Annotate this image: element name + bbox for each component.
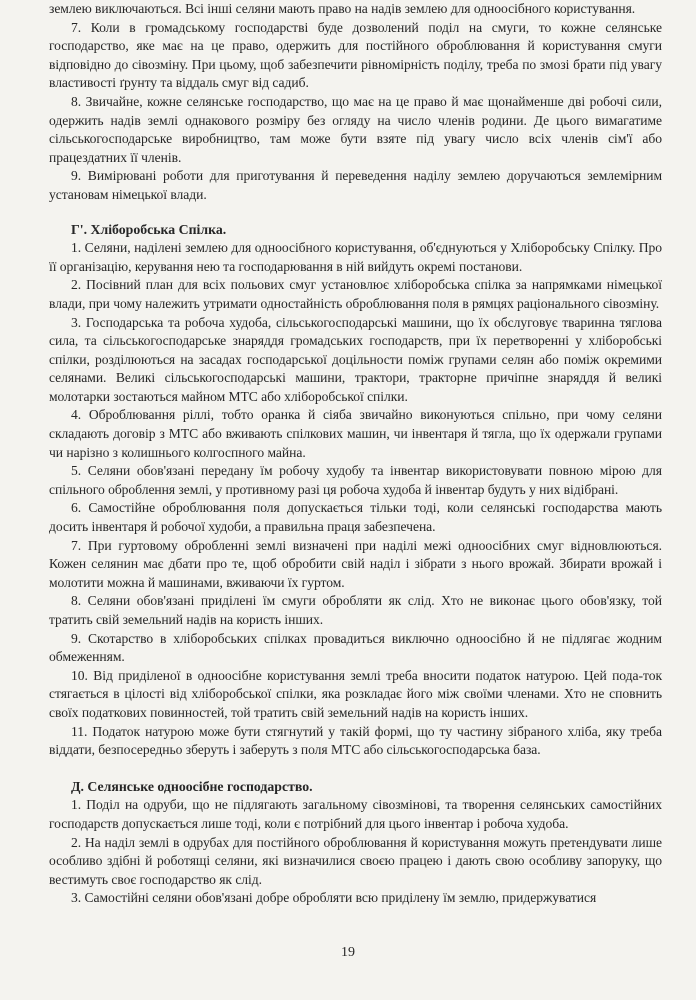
page-number: 19 [341, 945, 355, 960]
section-heading-g: Г'. Хліборобська Спілка. [71, 221, 227, 237]
paragraph: 9. Вимірювані роботи для приготування й переведення наділу землею доручаються землемірним установам німецької влади. [49, 168, 662, 202]
paragraph: 1. Поділ на одруби, що не підлягають загальному сівозмінові, та творення селянських самостійних господарств допускається лише тоді, коли є потрібний для цього інвентар і робоча худоба. [49, 797, 662, 831]
paragraph: 3. Господарська та робоча худоба, сільськогосподарські машини, що їх обслуговує тваринна тяглова сила, та сільськогосподарське знаряддя громадських господарств, при їх перетворенні у хліборобські спілки, розділюються на засадах господарської доцільности поміж групами селян або поміж окремими селянами. Великі сільськогосподарські машини, трактори, тракторне причіпне знаряддя й великі молотарки зостаються майном МТС або хліборобської спілки. [49, 314, 662, 404]
paragraph: 11. Податок натурою може бути стягнутий у такій формі, що ту частину зібраного хліба, яку треба віддати, безпосередньо зберуть і заберуть з поля МТС або сільськогосподарська база. [49, 723, 662, 758]
paragraph: 3. Самостійні селяни обов'язані добре обробляти всю приділену їм землю, придержуватися [71, 890, 597, 906]
page-content [49, 0, 662, 908]
paragraph: 6. Самостійне оброблювання поля допускається тільки тоді, коли селянські господарства мають досить інвентаря й робочої худоби, а правильна праця забезпечена. [49, 500, 662, 535]
paragraph: 8. Звичайне, кожне селянське господарство, що має на це право й має щонайменше дві робочі сили, одержить надів землі однакового розміру без огляду на число членів родини. Де цього вимагатиме сільськогосподарське виробництво, там може бути взяте під увагу число всіх членів сім'ї або працездатних її членів. [49, 93, 662, 165]
paragraph-continued: землею виключаються. Всі інші селяни мають право на надів землею для одноосібного користування. [49, 1, 636, 16]
paragraph: 2. Посівний план для всіх польових смуг установлює хліборобська спілка за напрямками німецької влади, при чому належить утримати одностайність оброблювання поля в рямцях раціонального сівозміну. [49, 277, 662, 311]
paragraph: 7. При гуртовому обробленні землі визначені при наділі межі одноосібних смуг відновлюються. Кожен селянин має дбати про те, щоб обробити свій наділ і зібрати з нього врожай. Збирати врожай і молотити можна й машинами, вживаючи їх гуртом. [49, 537, 662, 590]
paragraph: 2. На наділ землі в одрубах для постійного оброблювання й користування можуть претендувати лише особливо здібні й роботящі селяни, які визначилися своєю працею і дають свою особливу запоруку, що вестимуть своє господарство як слід. [49, 834, 662, 887]
paragraph: 5. Селяни обов'язані передану їм робочу худобу та інвентар використовувати повною мірою для спільного оброблення землі, у противному разі ця робоча худоба й інвентар будуть у них відібрані. [49, 463, 662, 497]
paragraph: 1. Селяни, наділені землею для одноосібного користування, об'єднуються у Хліборобську Спілку. Про її організацію, керування нею та господарювання в ній вийдуть окремі постанови. [49, 240, 662, 274]
section-gap [49, 205, 662, 221]
paragraph: 9. Скотарство в хліборобських спілках провадиться виключно одноосібно й не підлягає жодним обмеженням. [49, 630, 662, 665]
paragraph: 10. Від приділеної в одноосібне користування землі треба вносити податок натурою. Цей пода-ток стягається в цілості від хліборобської спілки, яка розкладає його між своїми членами. Хто не сповнить своїх податкових повинностей, той тратить свій земельний надів на користь інших. [49, 667, 662, 720]
section-heading-d: Д. Селянське одноосібне господарство. [71, 778, 313, 794]
paragraph: 8. Селяни обов'язані приділені їм смуги обробляти як слід. Хто не виконає цього обов'язку, той тратить свій земельний надів на користь інших. [49, 593, 662, 627]
paragraph: 4. Оброблювання ріллі, тобто оранка й сіяба звичайно виконуються спільно, при чому селяни складають договір з МТС або вживають спілкових машин, чи інвентаря й тягла, що їх одержали групами чи нарізно з колишнього колгоспного майна. [49, 407, 662, 460]
paragraph: 7. Коли в громадському господарстві буде дозволений поділ на смуги, то кожне селянське господарство, яке має на це право, одержить для постійного оброблювання й користування смуги відповідно до сівозміну. При цьому, щоб забезпечити рівномірність поділу, треба по змозі брати під увагу властивості ґрунту та віддаль смуг від садиб. [49, 19, 662, 91]
section-gap [49, 760, 662, 778]
